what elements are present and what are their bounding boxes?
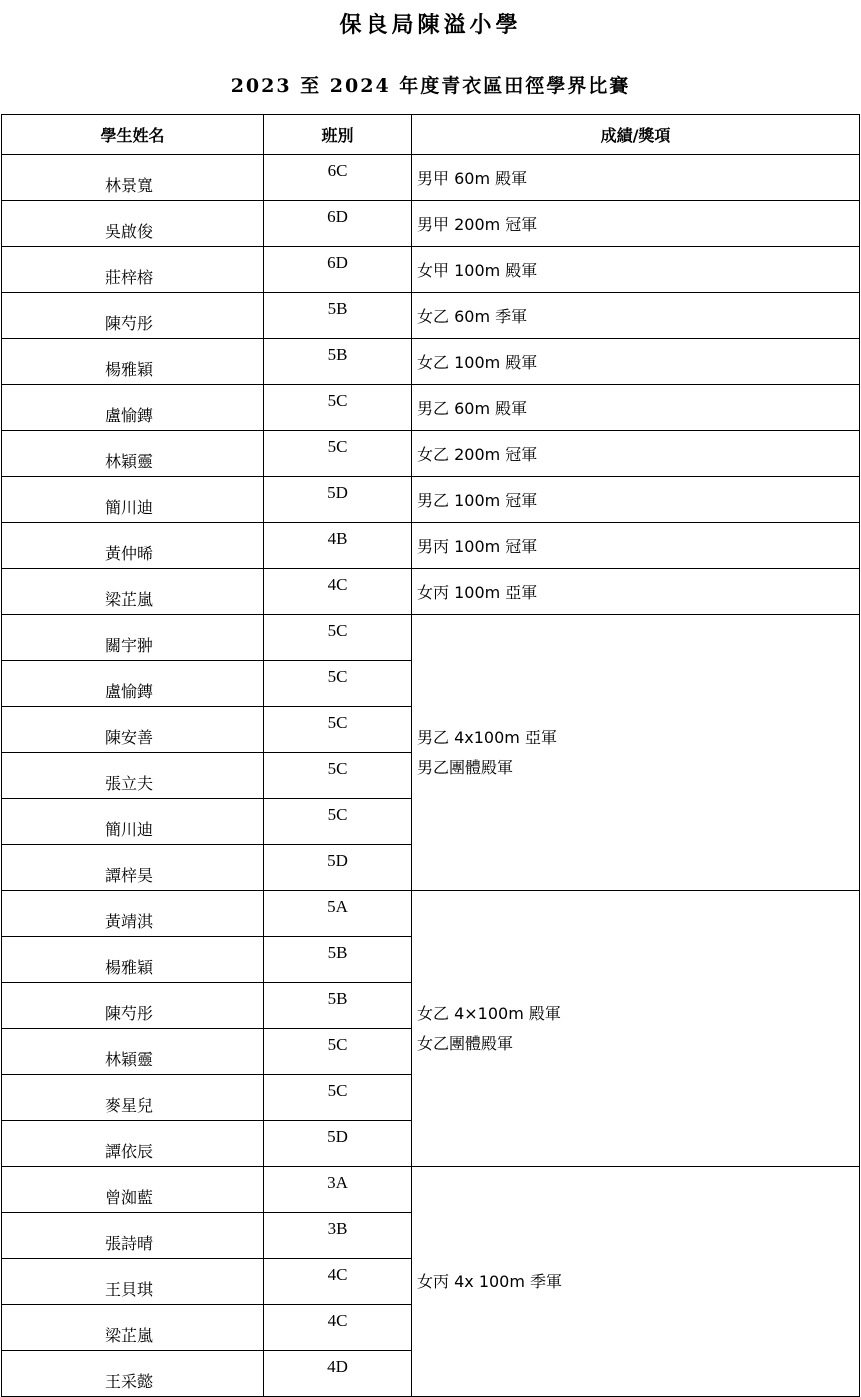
table-row bbox=[2, 293, 860, 339]
student-name: 吳啟俊 bbox=[2, 201, 264, 247]
student-name: 陳芍彤 bbox=[2, 983, 264, 1029]
table-row bbox=[2, 155, 860, 201]
relay-award-cell bbox=[412, 1167, 860, 1397]
column-header-name: 學生姓名 bbox=[2, 115, 264, 155]
student-class: 5D bbox=[264, 477, 412, 523]
column-header-class: 班別 bbox=[264, 115, 412, 155]
table-row bbox=[2, 247, 860, 293]
award-text: 女甲 100m 殿軍 bbox=[412, 247, 860, 293]
student-class: 5C bbox=[264, 1075, 412, 1121]
student-name: 黃靖淇 bbox=[2, 891, 264, 937]
student-class: 5C bbox=[264, 661, 412, 707]
table-row bbox=[2, 477, 860, 523]
student-class: 5C bbox=[264, 753, 412, 799]
student-name: 盧愉鏄 bbox=[2, 661, 264, 707]
award-text: 女丙 4x 100m 季軍 bbox=[417, 1271, 563, 1291]
school-name: 保良局陳溢小學 bbox=[339, 12, 522, 38]
award-text: 男甲 200m 冠軍 bbox=[412, 201, 860, 247]
student-name: 盧愉鏄 bbox=[2, 385, 264, 431]
student-class: 5C bbox=[264, 707, 412, 753]
table-body bbox=[2, 155, 860, 1397]
student-class: 4C bbox=[264, 1305, 412, 1351]
student-name: 黃仲晞 bbox=[2, 523, 264, 569]
student-name: 關宇翀 bbox=[2, 615, 264, 661]
table-row bbox=[2, 569, 860, 615]
student-class: 6D bbox=[264, 201, 412, 247]
student-name: 陳芍彤 bbox=[2, 293, 264, 339]
header-row bbox=[2, 115, 860, 155]
student-class: 5C bbox=[264, 615, 412, 661]
award-text: 男乙團體殿軍 bbox=[417, 757, 514, 777]
table-row bbox=[2, 339, 860, 385]
student-class: 3A bbox=[264, 1167, 412, 1213]
award-text: 男甲 60m 殿軍 bbox=[412, 155, 860, 201]
student-class: 5B bbox=[264, 339, 412, 385]
student-name: 張立夫 bbox=[2, 753, 264, 799]
award-text: 男乙 100m 冠軍 bbox=[412, 477, 860, 523]
student-class: 6D bbox=[264, 247, 412, 293]
student-name: 梁芷嵐 bbox=[2, 1305, 264, 1351]
relay-award-cell bbox=[412, 615, 860, 891]
student-class: 5C bbox=[264, 799, 412, 845]
results-table bbox=[1, 114, 860, 1397]
award-text: 女乙 100m 殿軍 bbox=[412, 339, 860, 385]
award-text: 女乙 200m 冠軍 bbox=[412, 431, 860, 477]
award-text: 女乙團體殿軍 bbox=[417, 1033, 514, 1053]
student-name: 簡川迪 bbox=[2, 799, 264, 845]
table-row bbox=[2, 1167, 860, 1213]
table-row bbox=[2, 523, 860, 569]
award-text: 男乙 4x100m 亞軍 bbox=[417, 727, 557, 747]
award-text: 女乙 4×100m 殿軍 bbox=[417, 1003, 561, 1023]
award-text: 男乙 60m 殿軍 bbox=[412, 385, 860, 431]
award-text: 女丙 100m 亞軍 bbox=[412, 569, 860, 615]
student-class: 5B bbox=[264, 983, 412, 1029]
student-name: 林穎靈 bbox=[2, 1029, 264, 1075]
table-row bbox=[2, 615, 860, 661]
student-name: 譚依辰 bbox=[2, 1121, 264, 1167]
award-text: 男丙 100m 冠軍 bbox=[412, 523, 860, 569]
student-class: 6C bbox=[264, 155, 412, 201]
student-class: 5C bbox=[264, 1029, 412, 1075]
award-text: 女乙 60m 季軍 bbox=[412, 293, 860, 339]
student-name: 曾洳藍 bbox=[2, 1167, 264, 1213]
relay-award-cell bbox=[412, 891, 860, 1167]
student-name: 張詩晴 bbox=[2, 1213, 264, 1259]
student-name: 譚梓昊 bbox=[2, 845, 264, 891]
student-class: 5B bbox=[264, 937, 412, 983]
student-name: 王采懿 bbox=[2, 1351, 264, 1397]
student-class: 5C bbox=[264, 385, 412, 431]
student-name: 林景寬 bbox=[2, 155, 264, 201]
student-name: 梁芷嵐 bbox=[2, 569, 264, 615]
event-title: 2023 至 2024 年度青衣區田徑學界比賽 bbox=[230, 75, 631, 97]
student-name: 麥星兒 bbox=[2, 1075, 264, 1121]
table-row bbox=[2, 385, 860, 431]
student-name: 簡川迪 bbox=[2, 477, 264, 523]
table-row bbox=[2, 201, 860, 247]
student-class: 5B bbox=[264, 293, 412, 339]
student-class: 4D bbox=[264, 1351, 412, 1397]
student-class: 4C bbox=[264, 1259, 412, 1305]
student-class: 3B bbox=[264, 1213, 412, 1259]
student-class: 4C bbox=[264, 569, 412, 615]
student-class: 5C bbox=[264, 431, 412, 477]
student-class: 4B bbox=[264, 523, 412, 569]
student-class: 5D bbox=[264, 845, 412, 891]
student-name: 陳安善 bbox=[2, 707, 264, 753]
student-name: 林穎靈 bbox=[2, 431, 264, 477]
student-name: 莊梓榕 bbox=[2, 247, 264, 293]
table-row bbox=[2, 891, 860, 937]
column-header-award: 成績/獎項 bbox=[412, 115, 860, 155]
student-name: 楊雅穎 bbox=[2, 937, 264, 983]
table-row bbox=[2, 431, 860, 477]
student-name: 王貝琪 bbox=[2, 1259, 264, 1305]
student-class: 5A bbox=[264, 891, 412, 937]
student-class: 5D bbox=[264, 1121, 412, 1167]
student-name: 楊雅穎 bbox=[2, 339, 264, 385]
